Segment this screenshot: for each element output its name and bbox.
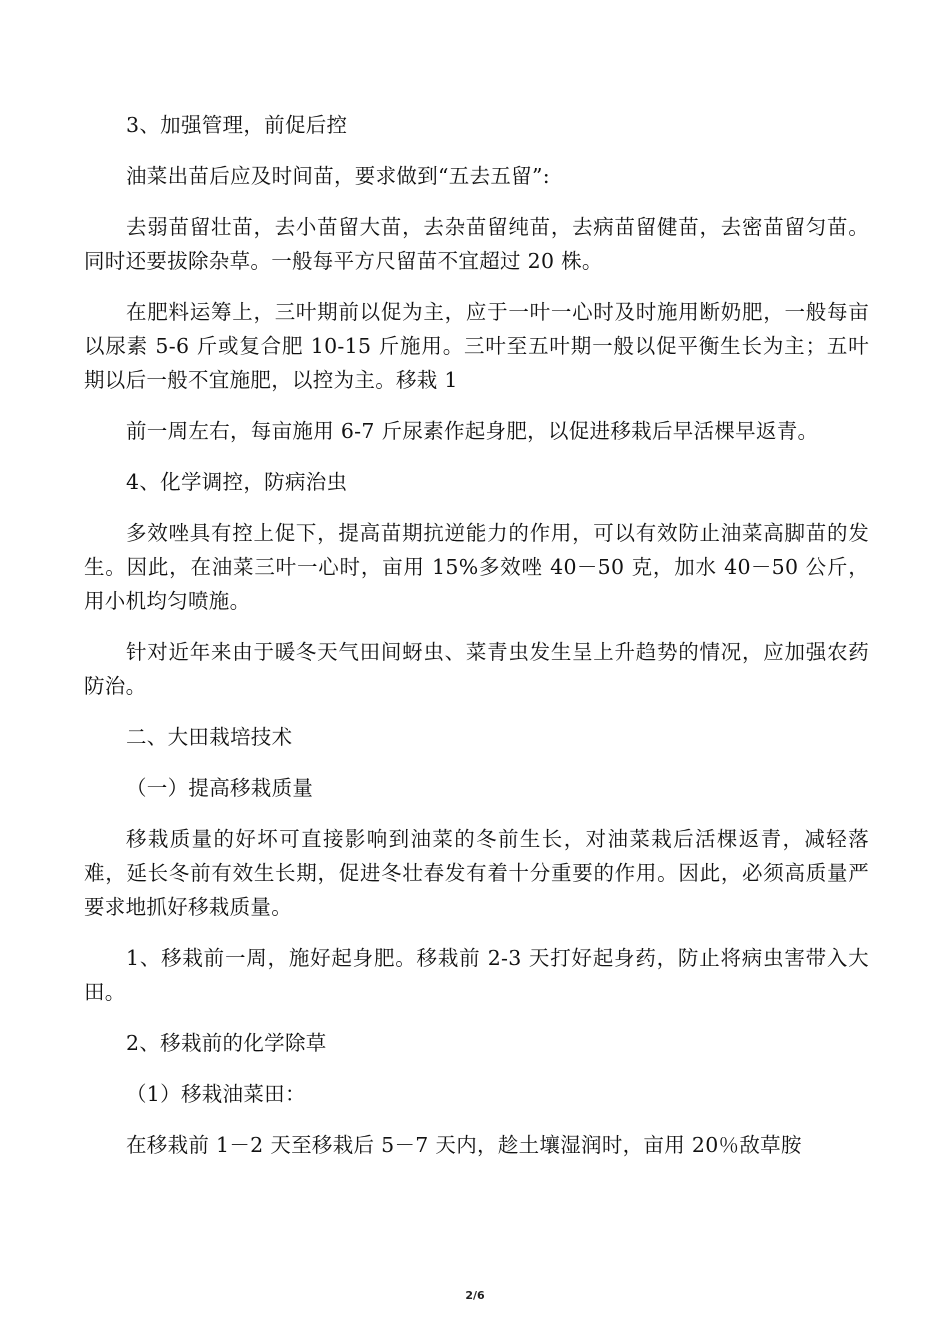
- paragraph-transplant-quality-importance: 移栽质量的好坏可直接影响到油菜的冬前生长，对油菜栽后活棵返青，减轻落难，延长冬前有效生长期，促进冬壮春发有着十分重要的作用。因此，必须高质量严要求地抓好移栽质量。: [84, 827, 869, 919]
- paragraph-heading-field-cultivation: 二、大田栽培技术: [126, 725, 293, 749]
- document-body: [84, 108, 869, 1179]
- page-number: 2/6: [465, 1289, 485, 1302]
- paragraph-fertilizer-plan: 在肥料运筹上，三叶期前以促为主，应于一叶一心时及时施用断奶肥，一般每亩以尿素 5-6 斤或复合肥 10-15 斤施用。三叶至五叶期一般以促平衡生长为主；五叶期以后一般不宜施肥，以控为主。移栽 1: [84, 300, 869, 392]
- paragraph-heading-transplant-quality: （一）提高移栽质量: [126, 776, 314, 800]
- paragraph-pest-control: 针对近年来由于暖冬天气田间蚜虫、菜青虫发生呈上升趋势的情况，应加强农药防治。: [84, 640, 869, 698]
- paragraph-heading-chemical-weeding: 2、移栽前的化学除草: [126, 1031, 327, 1055]
- paragraph-paclobutrazol: 多效唑具有控上促下，提高苗期抗逆能力的作用，可以有效防止油菜高脚苗的发生。因此，在油菜三叶一心时，亩用 15%多效唑 40－50 克，加水 40－50 公斤，用小机均匀喷施。: [84, 521, 869, 613]
- paragraph-thinning-intro: 油菜出苗后应及时间苗，要求做到“五去五留”:: [126, 164, 550, 188]
- paragraph-heading-transplant-field: （1）移栽油菜田：: [126, 1082, 306, 1106]
- paragraph-heading-chemical-control: 4、化学调控，防病治虫: [126, 470, 348, 494]
- paragraph-transplant-fertilizer: 前一周左右，每亩施用 6-7 斤尿素作起身肥，以促进移栽后早活棵早返青。: [126, 419, 819, 443]
- paragraph-heading-strengthen-management: 3、加强管理，前促后控: [126, 113, 348, 137]
- paragraph-five-remove-five-keep: 去弱苗留壮苗，去小苗留大苗，去杂苗留纯苗，去病苗留健苗，去密苗留匀苗。同时还要拔除杂草。一般每平方尺留苗不宜超过 20 株。: [84, 215, 869, 273]
- paragraph-pre-transplant-week: 1、移栽前一周，施好起身肥。移栽前 2-3 天打好起身药，防止将病虫害带入大田。: [84, 946, 869, 1004]
- paragraph-weeding-timing: 在移栽前 1－2 天至移栽后 5－7 天内，趁土壤湿润时，亩用 20％敌草胺: [126, 1133, 802, 1157]
